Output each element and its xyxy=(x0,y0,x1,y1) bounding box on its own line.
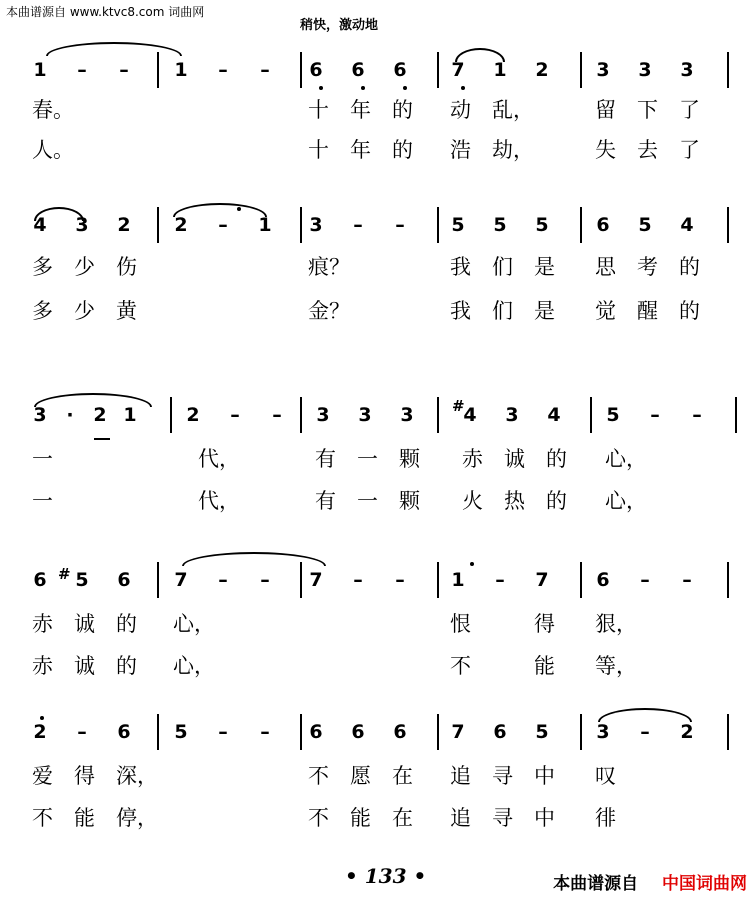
lyric: 年 xyxy=(350,98,371,122)
octave-dot xyxy=(403,86,407,90)
lyric: 黄 xyxy=(116,299,137,323)
lyric: 赤 xyxy=(32,654,53,678)
slur-mark xyxy=(34,207,84,221)
lyric: 浩 xyxy=(450,138,471,162)
note: 4 xyxy=(680,214,694,236)
lyric: 我 xyxy=(450,255,471,279)
bar-line xyxy=(157,52,159,88)
note: – xyxy=(260,721,270,743)
lyric: 不 xyxy=(308,764,329,788)
lyric: 多 xyxy=(32,255,53,279)
bar-line xyxy=(727,562,729,598)
lyric: 的 xyxy=(546,447,567,471)
note: 4 xyxy=(547,404,561,426)
note: 5 xyxy=(493,214,507,236)
lyric: 寻 xyxy=(492,764,513,788)
note: – xyxy=(218,214,228,236)
bar-line xyxy=(735,397,737,433)
note: 7 xyxy=(174,569,188,591)
note: 3 xyxy=(316,404,330,426)
note: 5 xyxy=(535,214,549,236)
lyric: 追 xyxy=(450,764,471,788)
bar-line xyxy=(437,714,439,750)
lyric: 春。 xyxy=(32,98,74,122)
watermark-right: 中国词曲网 xyxy=(662,874,747,894)
note: – xyxy=(395,569,405,591)
bar-line xyxy=(300,207,302,243)
lyric: 愿 xyxy=(350,764,371,788)
bar-line xyxy=(170,397,172,433)
note: 3 xyxy=(33,404,47,426)
note: 2 xyxy=(186,404,200,426)
lyric: 失 xyxy=(595,138,616,162)
bar-line xyxy=(437,397,439,433)
note: – xyxy=(218,721,228,743)
lyric: 动 xyxy=(450,98,471,122)
lyric: 热 xyxy=(504,489,525,513)
note: 6 xyxy=(393,59,407,81)
lyric: 代， xyxy=(198,447,240,471)
octave-dot xyxy=(237,207,241,211)
bar-line xyxy=(157,714,159,750)
lyric: 少 xyxy=(74,255,95,279)
lyric: 心， xyxy=(605,447,647,471)
lyric: 停， xyxy=(116,806,158,830)
note: 5 xyxy=(174,721,188,743)
note: – xyxy=(119,59,129,81)
lyric: 年 xyxy=(350,138,371,162)
note: 7 xyxy=(451,59,465,81)
note: 3 xyxy=(596,721,610,743)
lyric: 的 xyxy=(116,612,137,636)
lyric: 代， xyxy=(198,489,240,513)
slur-mark xyxy=(182,552,326,566)
tempo-marking: 稍快，激动地 xyxy=(300,18,379,33)
lyric: 不 xyxy=(308,806,329,830)
note: 7 xyxy=(451,721,465,743)
lyric: 颗 xyxy=(399,489,420,513)
note: 3 xyxy=(358,404,372,426)
note: – xyxy=(692,404,702,426)
note: 6 xyxy=(117,721,131,743)
note: 2 xyxy=(535,59,549,81)
note: – xyxy=(218,569,228,591)
note: – xyxy=(682,569,692,591)
lyric: 十 xyxy=(308,138,329,162)
note: 3 xyxy=(309,214,323,236)
lyric: 下 xyxy=(637,98,658,122)
site-header: 本曲谱源自 www.ktvc8.com 词曲网 xyxy=(6,5,205,19)
bar-line xyxy=(580,714,582,750)
note: 6 xyxy=(309,721,323,743)
lyric: 诚 xyxy=(504,447,525,471)
note: 3 xyxy=(505,404,519,426)
lyric: 思 xyxy=(595,255,616,279)
bar-line xyxy=(727,714,729,750)
note: 3 xyxy=(400,404,414,426)
note: 6 xyxy=(351,59,365,81)
note: 6 xyxy=(596,214,610,236)
lyric: 赤 xyxy=(32,612,53,636)
lyric: 的 xyxy=(116,654,137,678)
lyric: 醒 xyxy=(637,299,658,323)
note: – xyxy=(272,404,282,426)
lyric: 中 xyxy=(534,806,555,830)
lyric: 狠， xyxy=(595,612,637,636)
watermark-left: 本曲谱源自 xyxy=(553,874,639,894)
bar-line xyxy=(300,714,302,750)
lyric: 等， xyxy=(595,654,637,678)
lyric: 颗 xyxy=(399,447,420,471)
bar-line xyxy=(437,562,439,598)
bar-line xyxy=(580,207,582,243)
note: 7 xyxy=(309,569,323,591)
octave-dot xyxy=(361,86,365,90)
lyric: 多 xyxy=(32,299,53,323)
lyric: 追 xyxy=(450,806,471,830)
note: 6 xyxy=(33,569,47,591)
note: – xyxy=(260,59,270,81)
lyric: 乱， xyxy=(492,98,534,122)
lyric: 了 xyxy=(679,138,700,162)
lyric: 深， xyxy=(116,764,158,788)
note: 1 xyxy=(258,214,272,236)
lyric: 人。 xyxy=(32,138,74,162)
slur-mark xyxy=(598,708,692,722)
lyric: 的 xyxy=(546,489,567,513)
bar-line xyxy=(727,207,729,243)
lyric: 恨 xyxy=(450,612,471,636)
note: 6 xyxy=(393,721,407,743)
bar-line xyxy=(157,207,159,243)
note: 5 xyxy=(535,721,549,743)
octave-dot xyxy=(319,86,323,90)
lyric: 的 xyxy=(679,255,700,279)
lyric: 觉 xyxy=(595,299,616,323)
lyric: 去 xyxy=(637,138,658,162)
bar-line xyxy=(727,52,729,88)
bar-line xyxy=(300,52,302,88)
lyric: 一 xyxy=(357,489,378,513)
bar-line xyxy=(437,52,439,88)
note: – xyxy=(353,569,363,591)
lyric: 考 xyxy=(637,255,658,279)
lyric: 十 xyxy=(308,98,329,122)
note: 7 xyxy=(535,569,549,591)
note: · xyxy=(66,404,74,426)
note: 1 xyxy=(451,569,465,591)
lyric: 叹 xyxy=(595,764,616,788)
bar-line xyxy=(437,207,439,243)
underline-mark xyxy=(94,438,110,440)
note: – xyxy=(218,59,228,81)
note: 5 xyxy=(75,569,89,591)
note: 5 xyxy=(638,214,652,236)
lyric: 徘 xyxy=(595,806,616,830)
octave-dot xyxy=(461,86,465,90)
note: 3 xyxy=(638,59,652,81)
lyric: 们 xyxy=(492,255,513,279)
lyric: 劫， xyxy=(492,138,534,162)
lyric: 的 xyxy=(392,98,413,122)
bar-line xyxy=(300,562,302,598)
lyric: 能 xyxy=(534,654,555,678)
note: 1 xyxy=(174,59,188,81)
note: 1 xyxy=(33,59,47,81)
note: 6 xyxy=(351,721,365,743)
note: 5 xyxy=(606,404,620,426)
lyric: 我 xyxy=(450,299,471,323)
lyric: 心， xyxy=(173,612,215,636)
lyric: 在 xyxy=(392,806,413,830)
octave-dot xyxy=(40,716,44,720)
lyric: 得 xyxy=(534,612,555,636)
note: – xyxy=(230,404,240,426)
note: 2 xyxy=(93,404,107,426)
note: 6 xyxy=(596,569,610,591)
note: – xyxy=(640,721,650,743)
lyric: 留 xyxy=(595,98,616,122)
note: – xyxy=(77,59,87,81)
lyric: 不 xyxy=(450,654,471,678)
lyric: 心， xyxy=(173,654,215,678)
bar-line xyxy=(590,397,592,433)
bar-line xyxy=(580,52,582,88)
lyric: 是 xyxy=(534,255,555,279)
slur-mark xyxy=(455,48,505,62)
lyric: 有 xyxy=(315,489,336,513)
lyric: 爱 xyxy=(32,764,53,788)
lyric: 心， xyxy=(605,489,647,513)
lyric: 的 xyxy=(392,138,413,162)
lyric: 能 xyxy=(74,806,95,830)
bar-line xyxy=(300,397,302,433)
note: 2 xyxy=(680,721,694,743)
lyric: 能 xyxy=(350,806,371,830)
lyric: 火 xyxy=(462,489,483,513)
lyric: 痕？ xyxy=(308,255,350,279)
note: – xyxy=(395,214,405,236)
lyric: 了 xyxy=(679,98,700,122)
lyric: 得 xyxy=(74,764,95,788)
note: 5 xyxy=(451,214,465,236)
sharp-sign: # xyxy=(58,565,71,583)
lyric: 诚 xyxy=(74,654,95,678)
bar-line xyxy=(580,562,582,598)
lyric: 在 xyxy=(392,764,413,788)
lyric: 是 xyxy=(534,299,555,323)
note: 6 xyxy=(493,721,507,743)
lyric: 有 xyxy=(315,447,336,471)
lyric: 诚 xyxy=(74,612,95,636)
note: 3 xyxy=(680,59,694,81)
note: 4 xyxy=(463,404,477,426)
note: 3 xyxy=(75,214,89,236)
lyric: 不 xyxy=(32,806,53,830)
lyric: 一 xyxy=(32,489,53,513)
lyric: 的 xyxy=(679,299,700,323)
note: 2 xyxy=(117,214,131,236)
note: 1 xyxy=(493,59,507,81)
slur-mark xyxy=(34,393,152,407)
watermark xyxy=(553,869,747,894)
lyric: 少 xyxy=(74,299,95,323)
note: – xyxy=(495,569,505,591)
lyric: 们 xyxy=(492,299,513,323)
slur-mark xyxy=(46,42,182,56)
note: – xyxy=(650,404,660,426)
lyric: 伤 xyxy=(116,255,137,279)
note: – xyxy=(640,569,650,591)
note: 1 xyxy=(123,404,137,426)
slur-mark xyxy=(173,203,267,217)
lyric: 寻 xyxy=(492,806,513,830)
note: – xyxy=(260,569,270,591)
note: 2 xyxy=(33,721,47,743)
lyric: 中 xyxy=(534,764,555,788)
bar-line xyxy=(157,562,159,598)
octave-dot xyxy=(470,562,474,566)
note: – xyxy=(77,721,87,743)
note: – xyxy=(353,214,363,236)
note: 2 xyxy=(174,214,188,236)
lyric: 一 xyxy=(357,447,378,471)
lyric: 金？ xyxy=(308,299,350,323)
note: 4 xyxy=(33,214,47,236)
lyric: 赤 xyxy=(462,447,483,471)
sharp-sign: # xyxy=(452,397,465,415)
note: 3 xyxy=(596,59,610,81)
lyric: 一 xyxy=(32,447,53,471)
page-number: • 133 • xyxy=(345,864,427,888)
note: 6 xyxy=(309,59,323,81)
note: 6 xyxy=(117,569,131,591)
